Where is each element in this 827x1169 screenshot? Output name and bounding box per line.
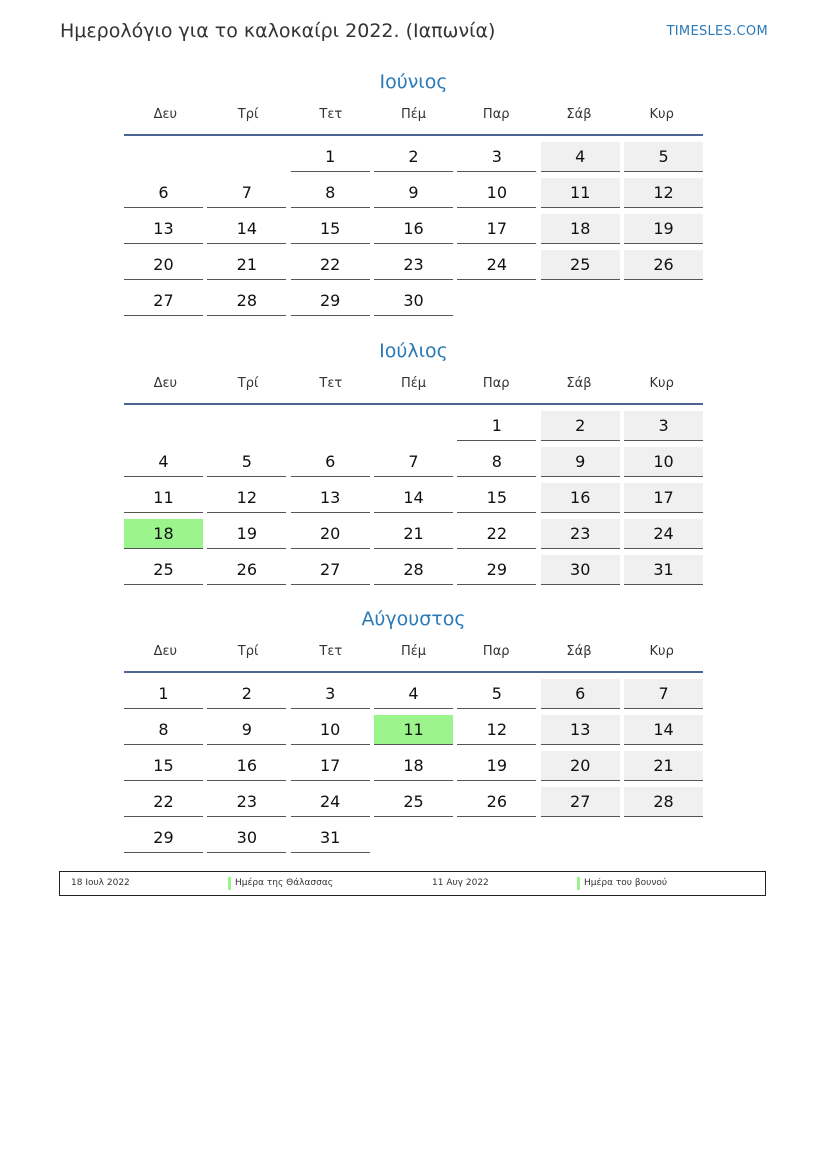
weekday-label: Παρ [482, 644, 510, 659]
day-cell[interactable]: 29 [291, 286, 370, 316]
day-cell[interactable]: 10 [291, 715, 370, 745]
legend-date: 11 Αυγ 2022 [432, 878, 489, 888]
day-cell[interactable]: 9 [374, 178, 453, 208]
day-cell[interactable]: 7 [374, 447, 453, 477]
empty-day-cell [541, 823, 620, 853]
day-cell[interactable]: 26 [457, 787, 536, 817]
day-cell[interactable]: 23 [541, 519, 620, 549]
legend-holiday-name: Ημέρα της Θάλασσας [228, 878, 333, 888]
day-cell[interactable]: 1 [291, 142, 370, 172]
day-cell[interactable]: 17 [457, 214, 536, 244]
day-cell[interactable]: 22 [457, 519, 536, 549]
day-cell[interactable]: 6 [541, 679, 620, 709]
day-cell[interactable]: 4 [374, 679, 453, 709]
day-cell[interactable]: 18 [541, 214, 620, 244]
day-cell[interactable]: 6 [124, 178, 203, 208]
week-row [124, 481, 703, 517]
day-cell[interactable]: 27 [124, 286, 203, 316]
day-cell[interactable]: 15 [124, 751, 203, 781]
day-cell[interactable]: 21 [374, 519, 453, 549]
weekday-header [124, 643, 703, 673]
week-row [124, 176, 703, 212]
day-cell[interactable]: 23 [374, 250, 453, 280]
day-cell[interactable]: 1 [124, 679, 203, 709]
weekday-label: Κυρ [649, 376, 674, 391]
month-title: Αύγουστος [361, 608, 466, 630]
week-row [124, 284, 703, 320]
week-row [124, 140, 703, 176]
day-cell[interactable]: 9 [207, 715, 286, 745]
day-cell[interactable]: 20 [541, 751, 620, 781]
day-cell[interactable]: 28 [624, 787, 703, 817]
day-cell[interactable]: 24 [624, 519, 703, 549]
day-cell[interactable]: 25 [541, 250, 620, 280]
legend-holiday-name: Ημέρα του βουνού [577, 878, 667, 888]
day-cell[interactable]: 15 [457, 483, 536, 513]
day-cell[interactable]: 30 [374, 286, 453, 316]
day-cell[interactable]: 5 [207, 447, 286, 477]
day-cell[interactable]: 7 [207, 178, 286, 208]
day-cell[interactable]: 23 [207, 787, 286, 817]
day-cell[interactable]: 6 [291, 447, 370, 477]
day-cell[interactable]: 22 [124, 787, 203, 817]
weekday-label: Σάβ [566, 376, 592, 391]
day-cell[interactable]: 2 [541, 411, 620, 441]
day-cell[interactable]: 29 [124, 823, 203, 853]
day-cell[interactable]: 20 [291, 519, 370, 549]
day-cell[interactable]: 12 [457, 715, 536, 745]
empty-day-cell [624, 286, 703, 316]
day-cell[interactable]: 3 [624, 411, 703, 441]
day-cell[interactable]: 19 [457, 751, 536, 781]
weekday-label: Τρί [237, 644, 259, 659]
empty-day-cell [624, 823, 703, 853]
month-calendar [124, 68, 703, 320]
weekday-label: Δευ [153, 107, 178, 122]
day-cell[interactable]: 2 [374, 142, 453, 172]
week-row [124, 785, 703, 821]
weekday-label: Παρ [482, 107, 510, 122]
day-cell[interactable]: 20 [124, 250, 203, 280]
day-cell[interactable]: 10 [457, 178, 536, 208]
day-cell[interactable]: 31 [291, 823, 370, 853]
day-cell[interactable]: 13 [291, 483, 370, 513]
weekday-header [124, 375, 703, 405]
day-cell[interactable]: 25 [374, 787, 453, 817]
day-cell[interactable]: 10 [624, 447, 703, 477]
weekday-label: Σάβ [566, 644, 592, 659]
empty-day-cell [291, 411, 370, 441]
day-cell[interactable]: 31 [624, 555, 703, 585]
week-row [124, 821, 703, 857]
empty-day-cell [124, 142, 203, 172]
day-cell[interactable]: 3 [291, 679, 370, 709]
day-cell[interactable]: 13 [124, 214, 203, 244]
weekday-label: Κυρ [649, 107, 674, 122]
day-cell[interactable]: 19 [624, 214, 703, 244]
weekday-label: Τρί [237, 376, 259, 391]
day-cell[interactable]: 18 [374, 751, 453, 781]
weekday-label: Σάβ [566, 107, 592, 122]
weekday-header [124, 106, 703, 136]
empty-day-cell [457, 823, 536, 853]
empty-day-cell [124, 411, 203, 441]
day-cell[interactable]: 16 [541, 483, 620, 513]
day-cell[interactable]: 30 [207, 823, 286, 853]
weekday-label: Τετ [319, 107, 343, 122]
weekday-label: Κυρ [649, 644, 674, 659]
day-cell[interactable]: 26 [207, 555, 286, 585]
day-cell[interactable]: 12 [207, 483, 286, 513]
empty-day-cell [207, 411, 286, 441]
day-cell[interactable]: 4 [124, 447, 203, 477]
day-cell[interactable]: 16 [207, 751, 286, 781]
day-cell[interactable]: 11 [541, 178, 620, 208]
day-cell[interactable]: 17 [624, 483, 703, 513]
weekday-label: Δευ [153, 376, 178, 391]
weekday-label: Πέμ [400, 376, 427, 391]
week-row [124, 248, 703, 284]
month-title: Ιούνιος [379, 71, 448, 93]
month-calendar [124, 337, 703, 589]
empty-day-cell [374, 411, 453, 441]
week-row [124, 409, 703, 445]
legend-date: 18 Ιουλ 2022 [71, 878, 130, 888]
holiday-day-cell[interactable]: 11 [374, 715, 453, 745]
empty-day-cell [374, 823, 453, 853]
week-row [124, 445, 703, 481]
day-cell[interactable]: 9 [541, 447, 620, 477]
day-cell[interactable]: 17 [291, 751, 370, 781]
day-cell[interactable]: 24 [291, 787, 370, 817]
day-cell[interactable]: 21 [207, 250, 286, 280]
day-cell[interactable]: 25 [124, 555, 203, 585]
day-cell[interactable]: 28 [374, 555, 453, 585]
day-cell[interactable]: 21 [624, 751, 703, 781]
day-cell[interactable]: 14 [624, 715, 703, 745]
week-row [124, 212, 703, 248]
day-cell[interactable]: 14 [374, 483, 453, 513]
day-cell[interactable]: 8 [124, 715, 203, 745]
day-cell[interactable]: 5 [457, 679, 536, 709]
site-brand-link[interactable]: TIMESLES.COM [666, 24, 768, 39]
month-title: Ιούλιος [379, 340, 448, 362]
weekday-label: Πέμ [400, 107, 427, 122]
day-cell[interactable]: 8 [291, 178, 370, 208]
day-cell[interactable]: 5 [624, 142, 703, 172]
holiday-day-cell[interactable]: 18 [124, 519, 203, 549]
day-cell[interactable]: 13 [541, 715, 620, 745]
page-title: Ημερολόγιο για το καλοκαίρι 2022. (Ιαπωνία) [60, 20, 496, 42]
day-cell[interactable]: 28 [207, 286, 286, 316]
day-cell[interactable]: 26 [624, 250, 703, 280]
day-cell[interactable]: 24 [457, 250, 536, 280]
page-header [60, 18, 768, 46]
weekday-label: Τετ [319, 376, 343, 391]
week-row [124, 749, 703, 785]
day-cell[interactable]: 27 [291, 555, 370, 585]
day-cell[interactable]: 12 [624, 178, 703, 208]
day-cell[interactable]: 2 [207, 679, 286, 709]
holiday-marker [577, 877, 580, 890]
weekday-label: Τρί [237, 107, 259, 122]
day-cell[interactable]: 27 [541, 787, 620, 817]
weekday-label: Τετ [319, 644, 343, 659]
week-row [124, 517, 703, 553]
day-cell[interactable]: 7 [624, 679, 703, 709]
day-cell[interactable]: 8 [457, 447, 536, 477]
month-calendar [124, 605, 703, 857]
day-cell[interactable]: 15 [291, 214, 370, 244]
empty-day-cell [541, 286, 620, 316]
day-cell[interactable]: 4 [541, 142, 620, 172]
day-cell[interactable]: 1 [457, 411, 536, 441]
day-cell[interactable]: 30 [541, 555, 620, 585]
week-row [124, 553, 703, 589]
day-cell[interactable]: 19 [207, 519, 286, 549]
weekday-label: Παρ [482, 376, 510, 391]
weekday-label: Πέμ [400, 644, 427, 659]
holiday-marker [228, 877, 231, 890]
day-cell[interactable]: 14 [207, 214, 286, 244]
weekday-label: Δευ [153, 644, 178, 659]
empty-day-cell [457, 286, 536, 316]
day-cell[interactable]: 3 [457, 142, 536, 172]
week-row [124, 677, 703, 713]
day-cell[interactable]: 16 [374, 214, 453, 244]
day-cell[interactable]: 29 [457, 555, 536, 585]
holiday-legend [59, 871, 766, 896]
day-cell[interactable]: 11 [124, 483, 203, 513]
day-cell[interactable]: 22 [291, 250, 370, 280]
empty-day-cell [207, 142, 286, 172]
week-row [124, 713, 703, 749]
